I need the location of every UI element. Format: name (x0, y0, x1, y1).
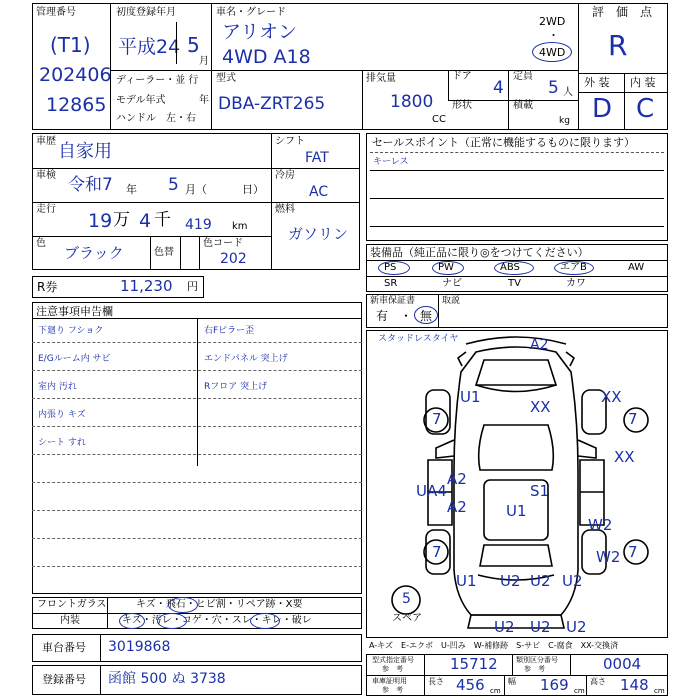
mgmt-number-2: 12865 (46, 94, 107, 116)
sales-points (366, 133, 668, 241)
warranty-label: 新車保証書 (370, 296, 416, 306)
length-label: 長さ (428, 677, 444, 686)
cert-label: 車庫証明用 (372, 677, 407, 685)
mgmt-label: 管理番号 (36, 7, 76, 18)
damage-mark: A2 (530, 337, 549, 353)
damage-legend: A-キズ E-エクボ U-凹み W-補修跡 S-サビ C-腐食 XX-交換済 (369, 641, 619, 650)
reg-month: 5 (187, 33, 200, 57)
equipment-circle (378, 261, 410, 275)
warranty-no: 無 (420, 309, 433, 323)
class-sub: 参 考 (524, 665, 545, 673)
handle-label: ハンドル 左・右 (116, 113, 196, 124)
car-name: アリオン (222, 21, 298, 43)
front-glass-value: キズ・飛石・ヒビ割・リペア跡・X要 (136, 599, 303, 610)
sales-points-label: セールスポイント（正常に機能するものに限ります） (372, 136, 636, 149)
front-glass-label: フロントガラス (37, 599, 107, 610)
damage-mark: XX (601, 388, 622, 406)
model-year-label: モデル年式 (116, 95, 166, 106)
note-line (32, 538, 362, 539)
damage-mark: 5 (402, 591, 411, 607)
history-value: 自家用 (58, 141, 112, 162)
note-item-left: 室内 汚れ (38, 382, 77, 392)
inspection-label: 車検 (36, 170, 56, 181)
warranty-separator: ・ (400, 309, 413, 323)
fuel-value: ガソリン (288, 225, 349, 243)
inspection-year-unit: 年 (126, 183, 137, 196)
damage-mark: U2 (530, 618, 551, 636)
width-value: 169 (540, 676, 569, 694)
car-name-label: 車名・グレード (216, 7, 286, 18)
damage-mark: U2 (530, 572, 551, 590)
chassis-value: 3019868 (108, 639, 171, 655)
damage-mark: 7 (432, 410, 442, 428)
damage-mark: U2 (494, 618, 515, 636)
note-line (32, 510, 362, 511)
damage-mark: A2 (447, 498, 467, 516)
eval-label: 評 価 点 (592, 5, 653, 19)
r-ticket-label: R券 (37, 280, 58, 294)
exterior-grade: D (592, 94, 613, 124)
damage-mark: S1 (530, 482, 550, 500)
equipment-item: ABS (500, 262, 520, 273)
r-ticket (32, 276, 204, 298)
reg-month-unit: 月 (199, 56, 209, 67)
model-year-unit: 年 (199, 95, 209, 106)
inspection-day-unit: 日） (242, 183, 264, 196)
type-spec-value: 15712 (450, 655, 498, 673)
note-item-left: 内張り キズ (38, 410, 86, 420)
registration-value: 函館 500 ぬ 3738 (108, 671, 226, 687)
note-item-left: E/Gルーム内 サビ (38, 354, 111, 364)
chassis-label: 車台番号 (42, 641, 86, 654)
displacement-value: 1800 (390, 92, 434, 112)
width-label: 幅 (508, 677, 516, 686)
damage-mark: 7 (628, 410, 638, 428)
note-line (32, 398, 362, 399)
equipment-label: 装備品（純正品に限り◎をつけてください） (370, 246, 589, 259)
notes-label: 注意事項申告欄 (36, 305, 113, 318)
displacement-unit: CC (432, 114, 446, 125)
note-item-left: 下廻り フショク (38, 326, 104, 336)
drive-4wd: 4WD (539, 46, 566, 59)
damage-mark: U1 (506, 502, 527, 520)
note-line (32, 342, 362, 343)
class-value: 0004 (603, 655, 642, 673)
drive-2wd: 2WD (539, 15, 566, 28)
diagram-header-note: スタッドレスタイヤ (378, 334, 459, 344)
equipment-item: エアB (560, 262, 587, 273)
ac-value: AC (309, 184, 329, 200)
color-change-label: 色替 (154, 247, 174, 258)
length-value: 456 (456, 676, 485, 694)
note-item-right: 右Fピラー歪 (204, 326, 255, 336)
manual-label: 取説 (442, 296, 461, 306)
registration-label: 登録番号 (42, 673, 86, 686)
car-grade: 4WD A18 (222, 46, 311, 68)
inspection-era: 令和7 (68, 175, 113, 195)
interior-condition-value: キズ・汚レ・コゲ・穴・スレ・キレ・破レ (122, 615, 312, 626)
reg-era: 平成24 (118, 36, 181, 58)
equipment-circle (494, 261, 534, 275)
equipment-circle (554, 261, 594, 275)
shift-value: FAT (305, 150, 329, 166)
height-unit: cm (654, 687, 665, 695)
r-ticket-unit: 円 (187, 280, 198, 293)
height-label: 高さ (590, 677, 606, 686)
mileage-10k: 19 (88, 210, 113, 232)
equipment-item: AW (628, 262, 645, 273)
history-label: 車歴 (36, 136, 56, 147)
type-value: DBA-ZRT265 (218, 94, 326, 114)
mileage-10k-unit: 万 (113, 210, 130, 230)
equipment-item: TV (508, 278, 521, 289)
mileage-rest: 419 (185, 217, 212, 233)
mgmt-number-1: 202406 (39, 64, 112, 86)
shift-label: シフト (275, 136, 305, 147)
damage-mark: 7 (628, 543, 638, 561)
reg-label: 初度登録年月 (116, 7, 176, 18)
damage-mark: U2 (562, 572, 583, 590)
warranty-yes: 有 (376, 309, 389, 323)
warranty-circle (414, 306, 438, 324)
front-glass-circle (168, 597, 198, 613)
equipment-item: PW (438, 262, 454, 273)
damage-mark: W2 (596, 548, 621, 566)
note-line (32, 482, 362, 483)
type-spec-sub: 参 考 (382, 665, 403, 673)
note-item-right: エンドパネル 突上げ (204, 354, 288, 364)
note-line (32, 370, 362, 371)
note-item-left: シート すれ (38, 438, 86, 448)
ac-label: 冷房 (275, 170, 295, 181)
equipment-item: PS (384, 262, 397, 273)
damage-mark: 7 (432, 543, 442, 561)
equipment-item: SR (384, 278, 398, 289)
mileage-label: 走行 (36, 204, 56, 215)
interior-grade: C (636, 94, 655, 124)
top-section (32, 3, 668, 130)
drive-4wd-circle (532, 42, 572, 62)
damage-mark: U1 (460, 388, 481, 406)
shape-label: 形状 (452, 100, 472, 111)
capacity-value: 5 (548, 78, 559, 98)
damage-mark: XX (614, 448, 635, 466)
dealer-label: ディーラー・並 行 (116, 75, 199, 86)
r-ticket-value: 11,230 (120, 277, 173, 295)
exterior-label: 外 装 (584, 76, 610, 89)
displacement-label: 排気量 (366, 73, 396, 84)
damage-mark: U1 (456, 572, 477, 590)
damage-mark: A2 (447, 470, 467, 488)
height-value: 148 (620, 676, 649, 694)
interior-circle-1 (119, 613, 145, 629)
color-label: 色 (36, 238, 46, 249)
mileage-1k: 4 (139, 210, 152, 232)
note-line (32, 454, 362, 455)
interior-condition-label: 内装 (60, 615, 80, 626)
length-unit: cm (490, 687, 501, 695)
damage-mark: U2 (566, 618, 587, 636)
drive-dot: ・ (548, 29, 559, 42)
mileage-unit: km (232, 221, 248, 232)
mileage-1k-unit: 千 (154, 210, 171, 230)
interior-circle-2 (157, 613, 187, 629)
equipment-item: カワ (566, 278, 586, 289)
door-label: ドア (452, 71, 472, 82)
sales-point-1: キーレス (373, 157, 409, 167)
type-spec-label: 型式指定番号 (372, 656, 414, 664)
note-line (32, 426, 362, 427)
width-unit: cm (574, 687, 585, 695)
load-label: 積載 (513, 100, 533, 111)
equipment-circle (432, 261, 464, 275)
door-value: 4 (493, 78, 504, 98)
color-value: ブラック (64, 244, 124, 262)
type-label: 型式 (216, 73, 236, 84)
color-code-label: 色コード (203, 238, 243, 249)
note-item-right: Rフロア 突上げ (204, 382, 268, 392)
interior-label: 内 装 (630, 76, 656, 89)
inspection-month: 5 (168, 175, 179, 195)
mgmt-code: (T1) (50, 33, 91, 57)
fuel-label: 燃料 (275, 204, 295, 215)
damage-mark: XX (530, 398, 551, 416)
note-line (32, 566, 362, 567)
car-outline (366, 330, 668, 638)
capacity-label: 定員 (513, 71, 533, 82)
capacity-unit: 人 (563, 87, 573, 98)
cert-sub: 参 考 (382, 686, 403, 694)
damage-mark: U2 (500, 572, 521, 590)
eval-score: R (608, 29, 628, 62)
equipment-item: ナビ (442, 278, 462, 289)
spare-label: スペア (392, 613, 422, 624)
load-unit: kg (559, 116, 570, 126)
class-label: 類別区分番号 (516, 656, 558, 664)
damage-mark: W2 (588, 516, 613, 534)
interior-circle-3 (250, 613, 280, 629)
damage-mark: UA4 (416, 482, 447, 500)
inspection-month-unit: 月（ (185, 183, 207, 196)
color-code-value: 202 (220, 251, 247, 267)
